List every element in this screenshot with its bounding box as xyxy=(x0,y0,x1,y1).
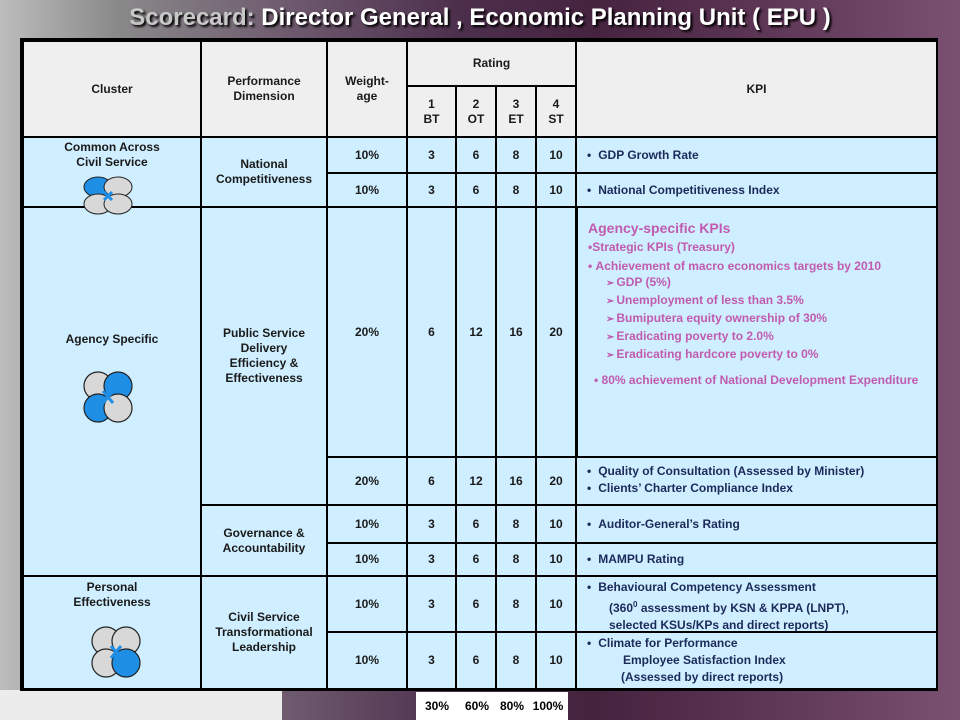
rating-cell: 6 xyxy=(408,458,455,504)
rating-header-2: 2 OT xyxy=(457,87,495,136)
agency-kpi-heading: Agency-specific KPIs xyxy=(588,220,731,236)
agency-target: ➢ Eradicating hardcore poverty to 0% xyxy=(606,346,928,364)
kpi-row-6: • MAMPU Rating xyxy=(577,544,936,575)
kpi-item: • Clients’ Charter Compliance Index xyxy=(587,480,936,497)
dimension-public: Public Service Delivery Efficiency & Effectiveness xyxy=(202,208,326,504)
rating-cell: 6 xyxy=(457,577,495,631)
agency-kpi-strategic: •Strategic KPIs (Treasury) xyxy=(588,240,735,254)
kpi-row-1: • GDP Growth Rate xyxy=(577,138,936,172)
rating-cell: 10 xyxy=(537,174,575,206)
agency-target: ➢ Bumiputera equity ownership of 30% xyxy=(606,310,928,328)
kpi-item-detail: Employee Satisfaction Index xyxy=(623,653,786,667)
rating-cell: 6 xyxy=(457,174,495,206)
total-ot: 60% xyxy=(458,692,496,720)
kpi-row-2: • National Competitiveness Index xyxy=(577,174,936,206)
header-kpi: KPI xyxy=(577,42,936,136)
weight-row-2: 10% xyxy=(328,174,406,206)
rating-cell: 8 xyxy=(497,138,535,172)
venn-icon xyxy=(80,370,136,424)
weight-row-1: 10% xyxy=(328,138,406,172)
rating-header-3: 3 ET xyxy=(497,87,535,136)
rating-cell: 12 xyxy=(457,458,495,504)
kpi-row-7 xyxy=(577,577,936,631)
rating-cell: 8 xyxy=(497,577,535,631)
rating-cell: 12 xyxy=(457,208,495,456)
rating-header-1: 1 BT xyxy=(408,87,455,136)
rating-cell: 10 xyxy=(537,633,575,688)
rating-cell: 6 xyxy=(457,138,495,172)
agency-target: ➢ GDP (5%) xyxy=(606,274,928,292)
venn-icon xyxy=(88,624,144,680)
title-main: Director General , Economic Planning Unit ( EPU ) xyxy=(254,4,831,31)
weight-row-3: 20% xyxy=(328,208,406,456)
kpi-item-detail: (Assessed by direct reports) xyxy=(621,670,784,684)
agency-target: ➢ Unemployment of less than 3.5% xyxy=(606,292,928,310)
rating-cell: 16 xyxy=(497,458,535,504)
agency-target: ➢ Eradicating poverty to 2.0% xyxy=(606,328,928,346)
header-dimension: Performance Dimension xyxy=(202,42,326,136)
dimension-governance: Governance & Accountability xyxy=(202,506,326,575)
agency-kpi-macro: • Achievement of macro economics targets by 2010 xyxy=(588,259,881,273)
kpi-item: • Behavioural Competency Assessment xyxy=(587,579,936,596)
rating-cell: 6 xyxy=(457,633,495,688)
rating-cell: 20 xyxy=(537,458,575,504)
background-band xyxy=(0,690,282,720)
rating-cell: 20 xyxy=(537,208,575,456)
rating-cell: 6 xyxy=(408,208,455,456)
rating-cell: 3 xyxy=(408,544,455,575)
venn-icon xyxy=(80,176,136,216)
rating-cell: 8 xyxy=(497,544,535,575)
rating-cell: 3 xyxy=(408,506,455,542)
title-prefix: Scorecard: xyxy=(129,4,255,31)
total-st: 100% xyxy=(528,692,568,720)
weight-row-5: 10% xyxy=(328,506,406,542)
rating-cell: 10 xyxy=(537,506,575,542)
kpi-agency-specific xyxy=(578,208,936,456)
rating-cell: 3 xyxy=(408,577,455,631)
rating-cell: 6 xyxy=(457,544,495,575)
rating-cell: 3 xyxy=(408,138,455,172)
rating-cell: 10 xyxy=(537,138,575,172)
weight-row-8: 10% xyxy=(328,633,406,688)
rating-cell: 10 xyxy=(537,544,575,575)
dimension-civil: Civil Service Transformational Leadership xyxy=(202,577,326,688)
page-title xyxy=(0,4,960,32)
total-et: 80% xyxy=(496,692,528,720)
header-rating: Rating xyxy=(408,42,575,85)
dimension-national: National Competitiveness xyxy=(202,138,326,206)
rating-cell: 3 xyxy=(408,174,455,206)
rating-cell: 6 xyxy=(457,506,495,542)
kpi-item-detail: selected KSUs/KPs and direct reports) xyxy=(609,618,829,632)
kpi-row-5: • Auditor-General’s Rating xyxy=(577,506,936,542)
kpi-item: • Quality of Consultation (Assessed by Minister) xyxy=(587,463,936,480)
rating-cell: 8 xyxy=(497,174,535,206)
cluster-agency: Agency Specific xyxy=(24,208,200,575)
cluster-personal: Personal Effectiveness xyxy=(24,577,200,688)
weight-row-7: 10% xyxy=(328,577,406,631)
rating-cell: 10 xyxy=(537,577,575,631)
rating-cell: 8 xyxy=(497,506,535,542)
agency-kpi-expenditure: • 80% achievement of National Development Expenditure xyxy=(594,373,919,387)
kpi-item: • Climate for Performance xyxy=(587,635,936,652)
header-cluster: Cluster xyxy=(24,42,200,136)
total-bt: 30% xyxy=(416,692,458,720)
cluster-common: Common Across Civil Service xyxy=(24,138,200,206)
header-weightage: Weight-age xyxy=(328,42,406,136)
rating-cell: 16 xyxy=(497,208,535,456)
weight-row-4: 20% xyxy=(328,458,406,504)
rating-cell: 3 xyxy=(408,633,455,688)
rating-cell: 8 xyxy=(497,633,535,688)
kpi-row-4 xyxy=(577,458,936,504)
kpi-row-8 xyxy=(577,633,936,688)
kpi-item-detail: ($360^0$ assessment by KSN & KPPA (LNPT), xyxy=(609,600,849,615)
rating-header-4: 4 ST xyxy=(537,87,575,136)
weight-row-6: 10% xyxy=(328,544,406,575)
